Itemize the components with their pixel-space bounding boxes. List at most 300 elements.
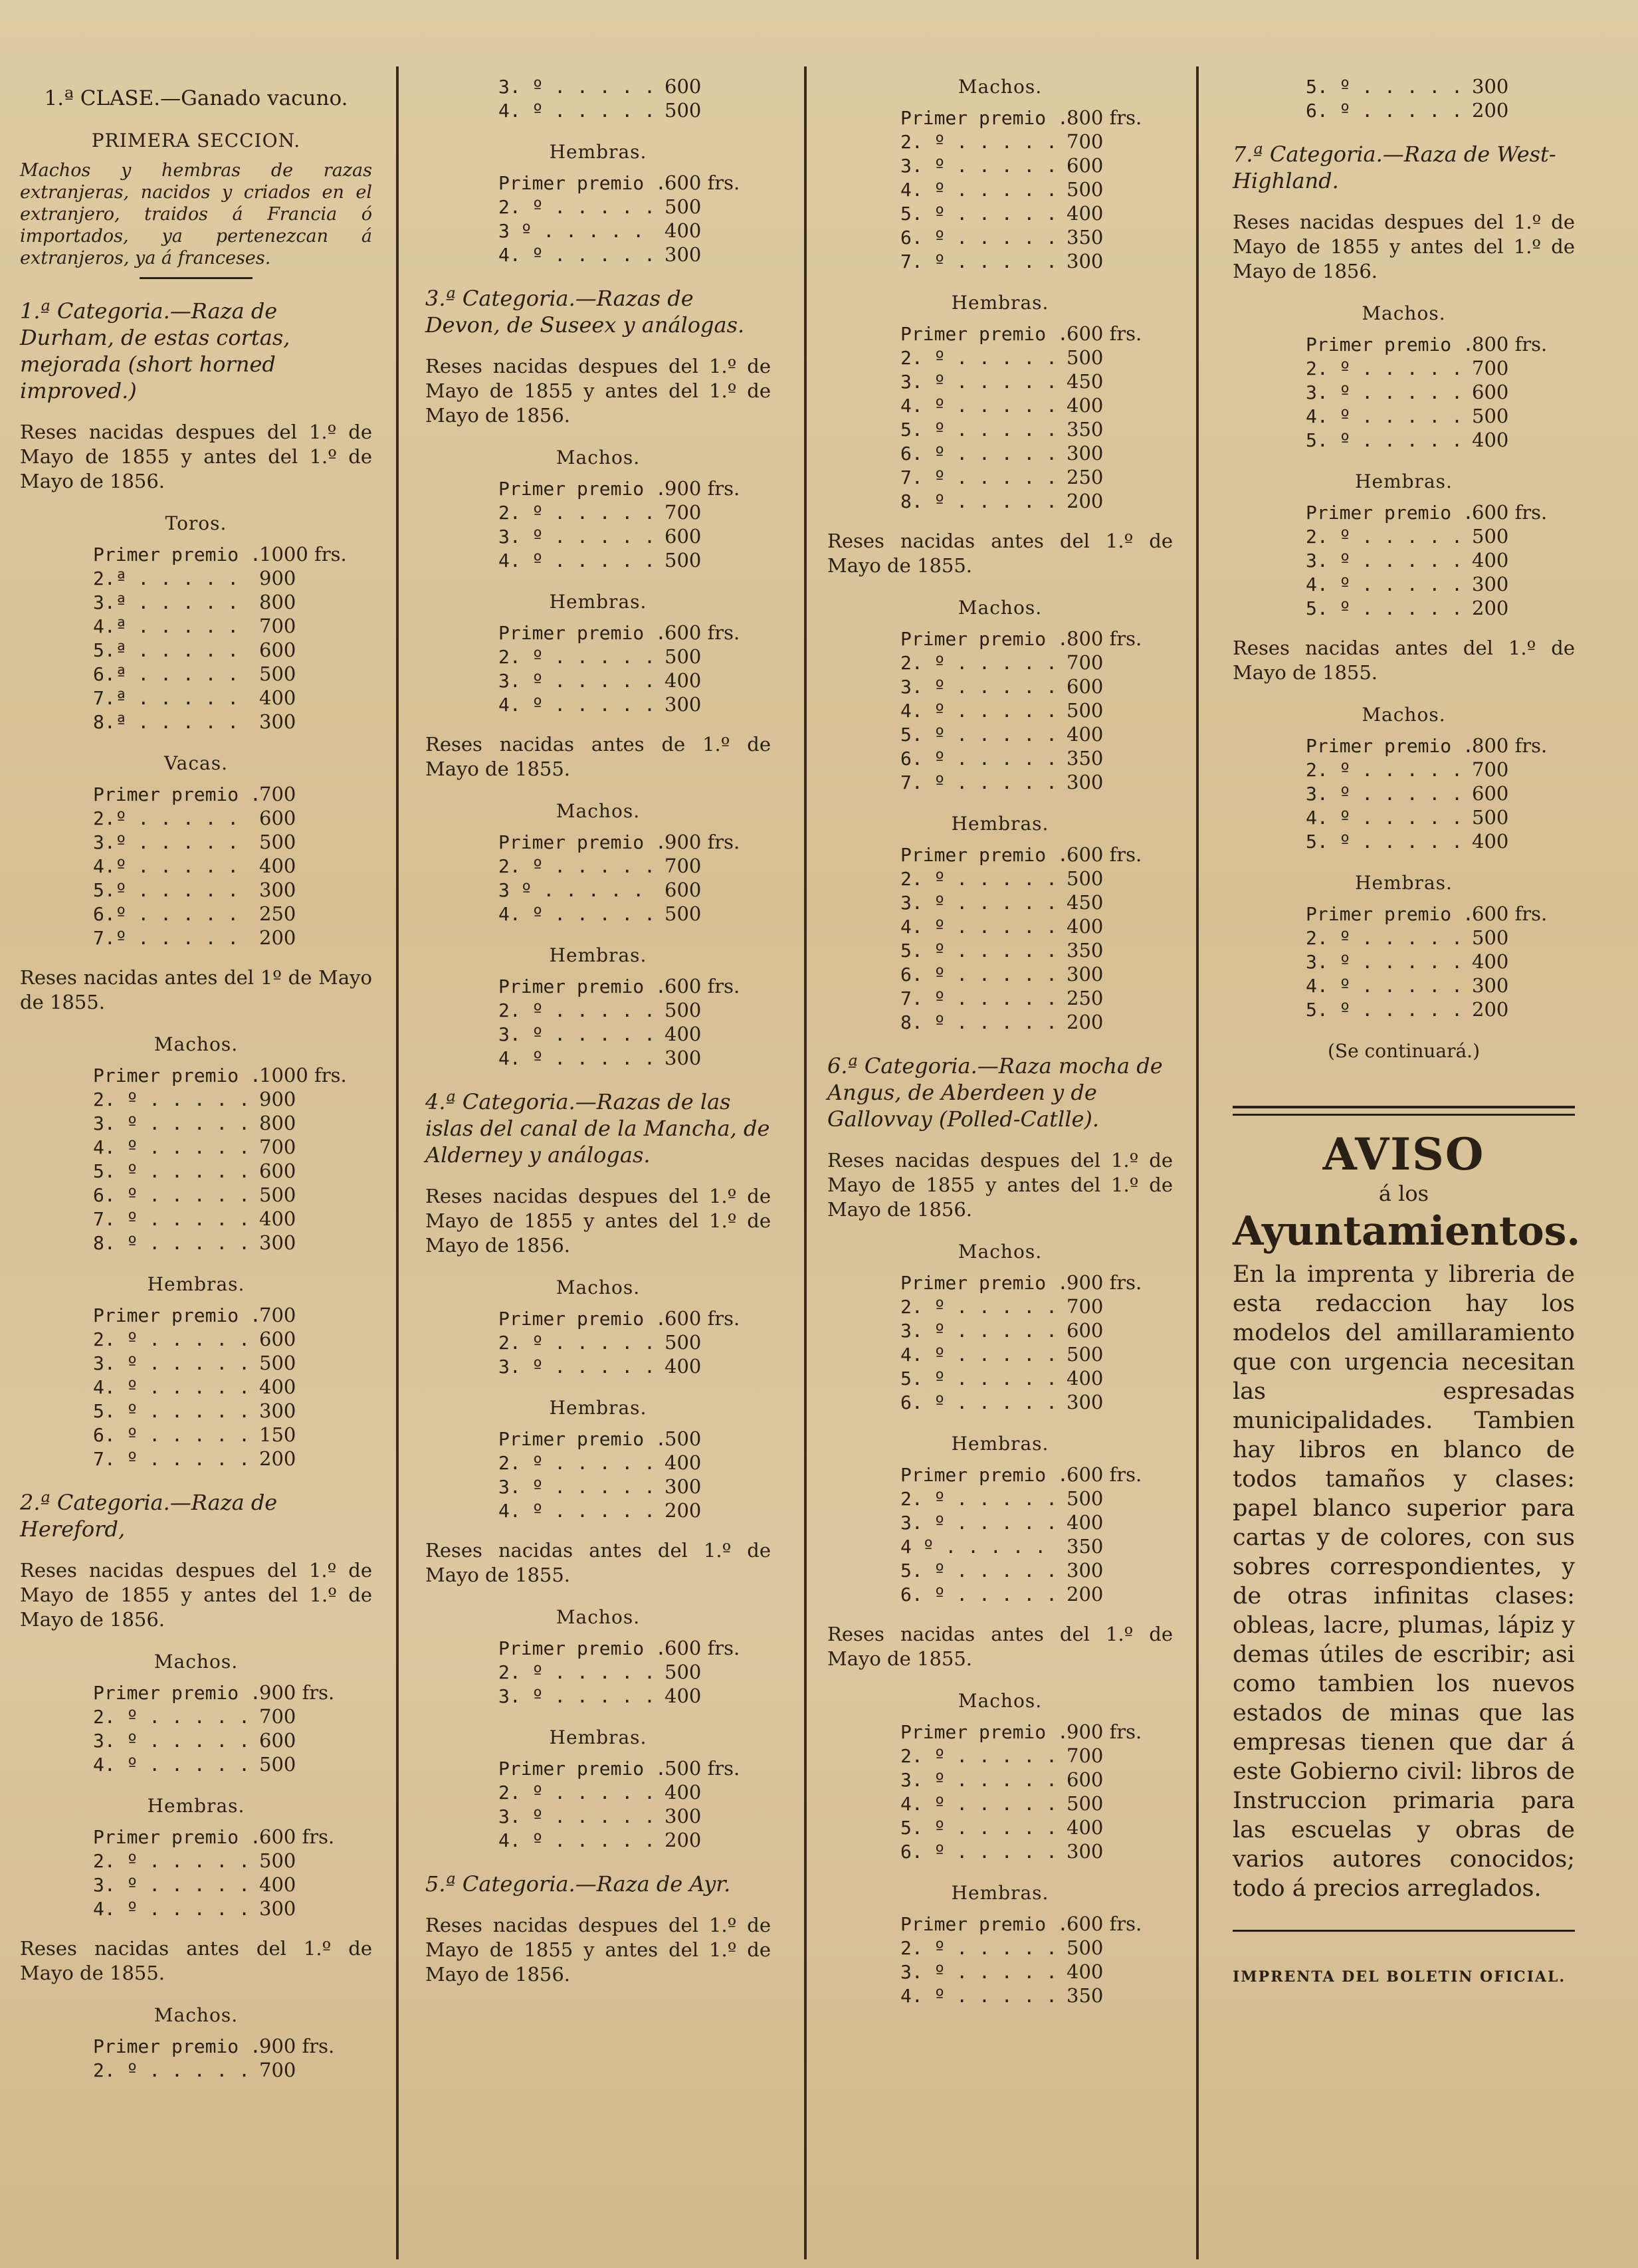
prize-rank: 4. º . . . . . <box>93 1754 251 1776</box>
prize-rank: 4. º . . . . . <box>498 244 656 266</box>
prize-amount: 450 <box>1067 891 1104 914</box>
prize-rank: 5. º . . . . . <box>900 1817 1058 1839</box>
prize-amount: 700 <box>259 783 296 805</box>
prize-rank: 7. º . . . . . <box>900 466 1058 488</box>
prize-rank: 6. º . . . . . <box>900 1392 1058 1413</box>
prize-row <box>93 1399 372 1423</box>
prize-row <box>900 441 1173 465</box>
prize-rank: 8. º . . . . . <box>93 1232 251 1254</box>
prize-row <box>900 1815 1173 1839</box>
prize-row <box>900 249 1173 273</box>
prize-table <box>93 1681 372 1776</box>
prize-row <box>498 854 771 878</box>
prize-row <box>498 645 771 669</box>
prize-row <box>93 830 372 854</box>
prize-amount: 600 frs. <box>665 1307 740 1330</box>
prize-rank: 4. º . . . . . <box>900 395 1058 417</box>
birth-note: Reses nacidas antes de 1.º de Mayo de 1855. <box>425 733 771 780</box>
divider <box>140 277 253 279</box>
prize-table <box>93 542 372 734</box>
group-heading: Machos. <box>154 1033 239 1055</box>
prize-table <box>93 782 372 950</box>
prize-row <box>900 674 1173 698</box>
group-heading: Hembras. <box>549 1726 647 1748</box>
prize-rank: 7. º . . . . . <box>900 772 1058 793</box>
prize-row <box>900 1463 1173 1487</box>
column-rule <box>804 66 807 2259</box>
group-heading: Machos. <box>1362 302 1446 324</box>
birth-note: Reses nacidas despues del 1.º de Mayo de 1855 y antes del 1.º de Mayo de 1856. <box>1233 211 1575 282</box>
printer-imprint: IMPRENTA DEL BOLETIN OFICIAL. <box>1233 1930 1575 1990</box>
prize-row <box>93 1752 372 1776</box>
column-4 <box>1233 74 1581 1990</box>
prize-amount: 700 <box>259 1705 296 1728</box>
column-rule <box>396 66 399 2259</box>
prize-row <box>1306 332 1575 356</box>
category-heading: 6.ª Categoria.—Raza mocha de Angus, de Aberdeen y de Gallovvay (Polled-Catlle). <box>827 1053 1163 1132</box>
prize-rank: 2. º . . . . . <box>498 1452 656 1474</box>
group-heading: Toros. <box>165 512 227 534</box>
prize-rank: 3. º . . . . . <box>900 892 1058 914</box>
prize-rank: 4. º . . . . . <box>1306 573 1463 595</box>
birth-note: Reses nacidas antes del 1.º de Mayo de 1855. <box>425 1539 771 1586</box>
prize-row <box>900 1984 1173 2008</box>
prize-rank: 3.ª . . . . . <box>93 591 239 613</box>
prize-amount: 600 <box>259 1160 296 1182</box>
prize-rank: 5. º . . . . . <box>93 1160 251 1182</box>
prize-rank: 4. º . . . . . <box>900 916 1058 938</box>
prize-rank: 5. º . . . . . <box>1306 831 1463 853</box>
prize-row <box>900 1271 1173 1294</box>
prize-rank: Primer premio . <box>900 323 1069 345</box>
prize-row <box>93 1303 372 1327</box>
prize-amount: 450 <box>1067 370 1104 393</box>
prize-rank: 2.ª . . . . . <box>93 567 239 589</box>
notice-recipient: Ayuntamientos. <box>1233 1208 1581 1255</box>
prize-amount: 400 <box>1472 429 1509 451</box>
prize-row <box>900 843 1173 867</box>
prize-rank: Primer premio . <box>498 1308 666 1330</box>
prize-amount: 400 <box>259 686 296 709</box>
category-heading: 1.ª Categoria.—Raza de Durham, de estas cortas, mejorada (short horned improved.) <box>20 298 290 403</box>
prize-rank: 8.ª . . . . . <box>93 711 239 733</box>
prize-amount: 400 <box>1472 549 1509 571</box>
prize-table <box>900 106 1173 273</box>
prize-amount: 600 frs. <box>665 1637 740 1659</box>
column-2 <box>425 74 771 1992</box>
prize-amount: 200 <box>259 926 296 949</box>
prize-amount: 700 <box>1472 357 1509 379</box>
prize-rank: 4. º . . . . . <box>93 1898 251 1920</box>
prize-rank: 3. º . . . . . <box>900 1320 1058 1342</box>
prize-table <box>900 1912 1173 2008</box>
prize-rank: 4. º . . . . . <box>900 179 1058 201</box>
prize-rank: Primer premio . <box>498 478 666 500</box>
prize-amount: 300 <box>1067 771 1104 793</box>
prize-rank: 2. º . . . . . <box>498 502 656 524</box>
prize-amount: 800 frs. <box>1472 333 1548 356</box>
group-heading: Hembras. <box>951 1433 1049 1455</box>
birth-note: Reses nacidas antes del 1.º de Mayo de 1855. <box>1233 637 1575 684</box>
section-heading: PRIMERA SECCION. <box>91 130 301 152</box>
prize-amount: 600 frs. <box>665 171 740 194</box>
prize-amount: 600 <box>1067 1768 1104 1791</box>
prize-rank: 4. º . . . . . <box>1306 975 1463 997</box>
prize-rank: 5. º . . . . . <box>900 203 1058 225</box>
prize-row <box>1306 781 1575 805</box>
prize-amount: 900 frs. <box>259 1681 335 1704</box>
prize-amount: 400 <box>259 855 296 877</box>
prize-rank: 4. º . . . . . <box>900 1793 1058 1815</box>
birth-note: Reses nacidas despues del 1.º de Mayo de 1855 y antes del 1.º de Mayo de 1856. <box>20 1559 372 1631</box>
category-heading: 7.ª Categoria.—Raza de West-Highland. <box>1233 142 1556 193</box>
prize-amount: 400 <box>1067 1511 1104 1534</box>
prize-rank: 2. º . . . . . <box>900 1296 1058 1318</box>
prize-row <box>1306 926 1575 950</box>
prize-rank: 3. º . . . . . <box>498 1685 656 1707</box>
prize-amount: 500 <box>665 999 702 1021</box>
prize-amount: 400 <box>259 1873 296 1896</box>
prize-amount: 200 <box>1067 490 1104 512</box>
prize-table <box>93 1063 372 1255</box>
prize-amount: 500 <box>1067 178 1104 201</box>
prize-row <box>1306 74 1575 98</box>
prize-row <box>498 476 771 500</box>
birth-note: Reses nacidas antes del 1.º de Mayo de 1855. <box>20 1937 372 1984</box>
prize-rank: 3. º . . . . . <box>900 1769 1058 1791</box>
prize-amount: 700 <box>665 855 702 877</box>
prize-rank: 4. º . . . . . <box>1306 405 1463 427</box>
prize-row <box>900 746 1173 770</box>
prize-amount: 1000 frs. <box>259 543 347 566</box>
prize-row <box>900 627 1173 651</box>
birth-note: Reses nacidas despues del 1.º de Mayo de 1855 y antes del 1.º de Mayo de 1856. <box>425 1185 771 1257</box>
prize-rank: 4. º . . . . . <box>900 1985 1058 2007</box>
prize-rank: 2. º . . . . . <box>1306 927 1463 949</box>
prize-amount: 350 <box>1067 418 1104 441</box>
prize-rank: Primer premio . <box>900 107 1069 129</box>
prize-rank: 2. º . . . . . <box>1306 526 1463 548</box>
prize-row <box>93 1351 372 1375</box>
group-heading: Machos. <box>556 1606 641 1628</box>
prize-rank: 5.ª . . . . . <box>93 639 239 661</box>
prize-rank: Primer premio . <box>1306 903 1474 925</box>
prize-amount: 600 <box>1067 1319 1104 1342</box>
prize-rank: 4. º . . . . . <box>93 1136 251 1158</box>
prize-rank: 4. º . . . . . <box>900 700 1058 722</box>
prize-row <box>1306 997 1575 1021</box>
prize-amount: 800 <box>259 591 296 613</box>
prize-rank: Primer premio . <box>93 783 261 805</box>
prize-row <box>900 106 1173 130</box>
prize-rank: 4. º . . . . . <box>1306 807 1463 829</box>
prize-rank: 2. º . . . . . <box>93 2059 251 2081</box>
prize-row <box>900 369 1173 393</box>
prize-row <box>1306 829 1575 853</box>
prize-rank: 5. º . . . . . <box>1306 597 1463 619</box>
prize-rank: 4. º . . . . . <box>498 903 656 925</box>
prize-rank: 4. º . . . . . <box>498 550 656 571</box>
prize-amount: 250 <box>259 902 296 925</box>
prize-amount: 400 <box>1067 202 1104 225</box>
prize-amount: 250 <box>1067 466 1104 488</box>
prize-table <box>1306 74 1575 122</box>
prize-rank: Primer premio . <box>93 1682 261 1704</box>
prize-rank: Primer premio . <box>498 1428 666 1450</box>
prize-amount: 350 <box>1067 226 1104 249</box>
prize-row <box>93 710 372 734</box>
prize-amount: 1000 frs. <box>259 1064 347 1086</box>
prize-rank: 6. º . . . . . <box>900 1584 1058 1605</box>
prize-row <box>93 1825 372 1849</box>
prize-amount: 700 <box>259 1304 296 1326</box>
prize-rank: 3.º . . . . . <box>93 831 239 853</box>
prize-rank: Primer premio . <box>498 1758 666 1780</box>
prize-rank: 4.º . . . . . <box>93 855 239 877</box>
prize-amount: 500 <box>259 1753 296 1776</box>
column-3 <box>827 74 1173 2008</box>
prize-amount: 600 frs. <box>1067 843 1142 866</box>
group-heading: Machos. <box>958 76 1043 98</box>
prize-row <box>498 243 771 266</box>
prize-table <box>900 1720 1173 1863</box>
category-heading: 2.ª Categoria.—Raza de Hereford, <box>20 1490 278 1542</box>
prize-amount: 300 <box>1067 1840 1104 1863</box>
prize-row <box>93 1447 372 1471</box>
prize-row <box>900 1582 1173 1606</box>
prize-rank: 3. º . . . . . <box>498 670 656 692</box>
group-heading: Hembras. <box>951 1882 1049 1904</box>
prize-rank: 8. º . . . . . <box>900 490 1058 512</box>
prize-amount: 300 <box>665 1805 702 1827</box>
prize-rank: 6. º . . . . . <box>93 1184 251 1206</box>
prize-row <box>498 621 771 645</box>
prize-table <box>1306 332 1575 452</box>
prize-amount: 600 <box>665 878 702 901</box>
continuation-note: (Se continuará.) <box>1327 1040 1481 1062</box>
prize-amount: 500 <box>259 1849 296 1872</box>
prize-rank: 3. º . . . . . <box>498 1023 656 1045</box>
prize-rank: 5. º . . . . . <box>1306 429 1463 451</box>
prize-rank: Primer premio . <box>900 1721 1069 1743</box>
prize-row <box>900 1792 1173 1815</box>
prize-amount: 200 <box>1472 99 1509 122</box>
prize-amount: 900 <box>259 1088 296 1110</box>
prize-table <box>498 830 771 926</box>
prize-row <box>93 614 372 638</box>
prize-row <box>498 524 771 548</box>
prize-amount: 700 <box>1067 130 1104 153</box>
prize-amount: 700 <box>259 1136 296 1158</box>
prize-amount: 900 frs. <box>1067 1720 1142 1743</box>
prize-rank: 3. º . . . . . <box>1306 783 1463 805</box>
prize-row <box>900 938 1173 962</box>
prize-row <box>498 171 771 195</box>
prize-amount: 350 <box>1067 1535 1104 1558</box>
prize-row <box>93 2058 372 2082</box>
prize-amount: 600 <box>1472 782 1509 805</box>
prize-amount: 400 <box>665 1023 702 1045</box>
group-heading: Hembras. <box>549 944 647 966</box>
prize-rank: Primer premio . <box>900 628 1069 650</box>
prize-amount: 400 <box>665 669 702 692</box>
prize-row <box>498 669 771 692</box>
prize-row <box>498 1756 771 1780</box>
prize-amount: 500 <box>665 1427 702 1450</box>
prize-rank: Primer premio . <box>93 2035 261 2057</box>
prize-row <box>93 542 372 566</box>
prize-rank: 2. º . . . . . <box>498 1661 656 1683</box>
prize-rank: 3 º . . . . . <box>498 879 645 901</box>
prize-row <box>900 1390 1173 1414</box>
prize-amount: 400 <box>665 1451 702 1474</box>
prize-row <box>900 465 1173 489</box>
prize-row <box>900 962 1173 986</box>
prize-row <box>900 1294 1173 1318</box>
prize-table <box>900 627 1173 794</box>
prize-rank: 8. º . . . . . <box>900 1011 1058 1033</box>
prize-row <box>498 1022 771 1046</box>
prize-rank: 3. º . . . . . <box>900 1512 1058 1534</box>
group-heading: Machos. <box>556 1277 641 1298</box>
prize-row <box>498 195 771 219</box>
prize-amount: 500 <box>665 549 702 571</box>
prize-row <box>900 867 1173 890</box>
prize-amount: 400 <box>1067 394 1104 417</box>
prize-row <box>93 1111 372 1135</box>
birth-note: Reses nacidas antes del 1º de Mayo de 1855. <box>20 966 372 1013</box>
prize-rank: 3. º . . . . . <box>498 526 656 548</box>
prize-row <box>93 1183 372 1207</box>
category-heading: 3.ª Categoria.—Razas de Devon, de Suseex y análogas. <box>425 286 745 338</box>
prize-table <box>498 1636 771 1708</box>
prize-amount: 400 <box>1067 1367 1104 1390</box>
column-rule <box>1196 66 1199 2259</box>
birth-note: Reses nacidas antes del 1.º de Mayo de 1855. <box>827 1623 1173 1670</box>
prize-row <box>900 1720 1173 1744</box>
prize-row <box>900 722 1173 746</box>
prize-amount: 600 frs. <box>259 1825 335 1848</box>
prize-row <box>93 854 372 878</box>
group-heading: Machos. <box>958 597 1043 619</box>
prize-amount: 300 <box>259 710 296 733</box>
prize-rank: Primer premio . <box>900 844 1069 866</box>
prize-rank: 6.ª . . . . . <box>93 663 239 685</box>
prize-amount: 300 <box>259 1399 296 1422</box>
prize-rank: 3. º . . . . . <box>900 371 1058 393</box>
group-heading: Hembras. <box>549 1397 647 1419</box>
prize-rank: 5. º . . . . . <box>900 940 1058 962</box>
prize-rank: 6. º . . . . . <box>900 443 1058 464</box>
prize-amount: 600 frs. <box>665 621 740 644</box>
prize-row <box>1306 950 1575 974</box>
prize-rank: 2. º . . . . . <box>900 652 1058 674</box>
group-heading: Machos. <box>556 800 641 822</box>
prize-row <box>498 548 771 572</box>
class-heading: 1.ª CLASE.—Ganado vacuno. <box>44 86 348 110</box>
prize-amount: 800 <box>259 1112 296 1134</box>
prize-row <box>900 393 1173 417</box>
prize-row <box>498 1660 771 1684</box>
prize-row <box>1306 902 1575 926</box>
prize-row <box>93 1681 372 1704</box>
prize-amount: 350 <box>1067 1984 1104 2007</box>
prize-rank: 4. º . . . . . <box>498 1047 656 1069</box>
prize-rank: Primer premio . <box>1306 334 1474 356</box>
prize-rank: 3. º . . . . . <box>93 1352 251 1374</box>
prize-table <box>900 843 1173 1034</box>
prize-row <box>93 1849 372 1873</box>
prize-row <box>93 1327 372 1351</box>
prize-rank: 2. º . . . . . <box>900 868 1058 890</box>
prize-row <box>93 590 372 614</box>
prize-amount: 350 <box>1067 939 1104 962</box>
prize-row <box>900 154 1173 177</box>
prize-table <box>498 476 771 572</box>
prize-amount: 500 <box>1067 1487 1104 1510</box>
prize-amount: 600 <box>259 1328 296 1350</box>
prize-amount: 300 <box>1067 250 1104 272</box>
prize-row <box>900 770 1173 794</box>
prize-amount: 800 frs. <box>1067 627 1142 650</box>
birth-note: Reses nacidas despues del 1.º de Mayo de 1855 y antes del 1.º de Mayo de 1856. <box>425 1914 771 1986</box>
prize-amount: 600 frs. <box>665 975 740 997</box>
prize-amount: 250 <box>1067 987 1104 1009</box>
prize-row <box>498 98 771 122</box>
prize-row <box>1306 428 1575 452</box>
prize-amount: 500 <box>1472 806 1509 829</box>
prize-rank: Primer premio . <box>498 622 666 644</box>
prize-rank: 4. º . . . . . <box>498 694 656 716</box>
prize-rank: 5. º . . . . . <box>1306 76 1463 98</box>
prize-amount: 500 <box>1067 699 1104 722</box>
prize-rank: Primer premio . <box>498 831 666 853</box>
prize-rank: 5. º . . . . . <box>93 1400 251 1422</box>
prize-amount: 500 <box>665 1331 702 1354</box>
prize-amount: 600 <box>259 807 296 829</box>
prize-amount: 300 <box>259 1231 296 1254</box>
prize-amount: 400 <box>1472 830 1509 853</box>
prize-amount: 400 <box>1067 723 1104 746</box>
prize-rank: Primer premio . <box>93 1304 261 1326</box>
prize-amount: 300 <box>1472 75 1509 98</box>
prize-rank: 2. º . . . . . <box>93 1850 251 1872</box>
prize-row <box>1306 98 1575 122</box>
prize-amount: 700 <box>665 501 702 524</box>
prize-rank: 4. º . . . . . <box>498 100 656 122</box>
prize-amount: 300 <box>259 878 296 901</box>
prize-rank: 6.º . . . . . <box>93 903 239 925</box>
birth-note: Reses nacidas despues del 1.º de Mayo de 1855 y antes del 1.º de Mayo de 1856. <box>827 1149 1173 1221</box>
prize-amount: 300 <box>665 1047 702 1069</box>
group-heading: Hembras. <box>951 813 1049 835</box>
prize-rank: Primer premio . <box>900 1272 1069 1294</box>
prize-amount: 200 <box>1472 998 1509 1021</box>
prize-row <box>900 201 1173 225</box>
prize-row <box>1306 548 1575 572</box>
prize-amount: 900 <box>259 567 296 589</box>
prize-row <box>498 1498 771 1522</box>
prize-amount: 600 frs. <box>1472 501 1548 524</box>
prize-amount: 600 frs. <box>1067 1463 1142 1486</box>
group-heading: Machos. <box>556 447 641 468</box>
prize-row <box>900 1342 1173 1366</box>
prize-amount: 200 <box>1472 597 1509 619</box>
prize-row <box>900 322 1173 346</box>
prize-row <box>93 1897 372 1920</box>
group-heading: Hembras. <box>1355 470 1453 492</box>
prize-amount: 500 <box>1472 405 1509 427</box>
